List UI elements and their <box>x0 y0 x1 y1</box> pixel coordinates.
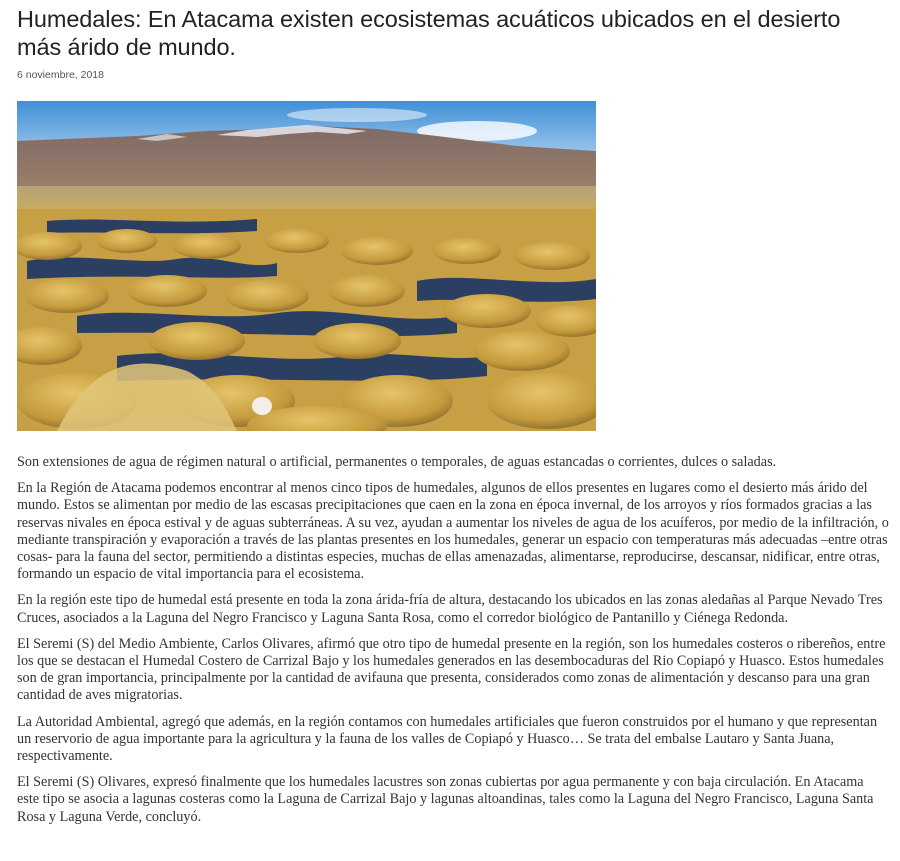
article-paragraph: El Seremi (S) del Medio Ambiente, Carlos Olivares, afirmó que otro tipo de humedal presente en la región, son los humedales costeros o ribereños, entre los que se destacan el Humedal Costero de Carrizal Bajo y los humedales generados en las desembocaduras del Rio Copiapó y Huasco. Estos humedales son de gran importancia, principalmente por la cantidad de avifauna que presenta, considerados como zonas de alimentación y descanso para una gran cantidad de aves migratorias. <box>17 635 886 704</box>
article-paragraph: Son extensiones de agua de régimen natural o artificial, permanentes o temporales, de aguas estancadas o corrientes, dulces o saladas. <box>17 454 777 470</box>
article-title: Humedales: En Atacama existen ecosistemas acuáticos ubicados en el desierto más árido de mundo. <box>17 6 841 60</box>
article-paragraph: En la región este tipo de humedal está presente en toda la zona árida-fría de altura, destacando los ubicados en las zonas aledañas al Parque Nevado Tres Cruces, asociados a la Laguna del Negro Francisco y Laguna Santa Rosa, como el corredor biológico de Pantanillo y Ciénega Redonda. <box>17 592 883 626</box>
article-date: 6 noviembre, 2018 <box>17 69 104 81</box>
article-paragraph: El Seremi (S) Olivares, expresó finalmente que los humedales lacustres son zonas cubiertas por agua permanente y con baja circulación. En Atacama este tipo se asocia a lagunas costeras como la Laguna de Carrizal Bajo y lagunas altoandinas, tales como la Laguna del Negro Francisco, Laguna Santa Rosa y Laguna Verde, concluyó. <box>17 774 874 825</box>
article-paragraph: La Autoridad Ambiental, agregó que además, en la región contamos con humedales artificiales que fueron construidos por el humano y que representan un reservorio de agua importante para la agricultura y la fauna de los valles de Copiapó y Huasco… Se trata del embalse Lautaro y Santa Juana, respectivamente. <box>17 713 878 765</box>
article <box>17 0 889 835</box>
article-paragraph: En la Región de Atacama podemos encontrar al menos cinco tipos de humedales, algunos de ellos presentes en lugares como el desierto más árido del mundo. Estos se alimentan por medio de las escasas precipitaciones que caen en la zona en época invernal, de los arroyos y ríos formados gracias a las reservas nivales en época estival y de aguas subterráneas. A su vez, ayudan a aumentar los niveles de agua de los acuíferos, por medio de la infiltración, o mediante transpiración y evaporación a través de las plantas presentes en los humedales, generar un espacio con temperaturas más adecuadas –entre otras cosas- para la fauna del sector, permitiendo a distintas especies, muchas de ellas amenazadas, alimentarse, reproducirse, descansar, nidificar, entre otras, formando un espacio de vital importancia para el ecosistema. <box>17 480 889 583</box>
hero-image <box>17 101 596 431</box>
article-body <box>17 454 889 826</box>
